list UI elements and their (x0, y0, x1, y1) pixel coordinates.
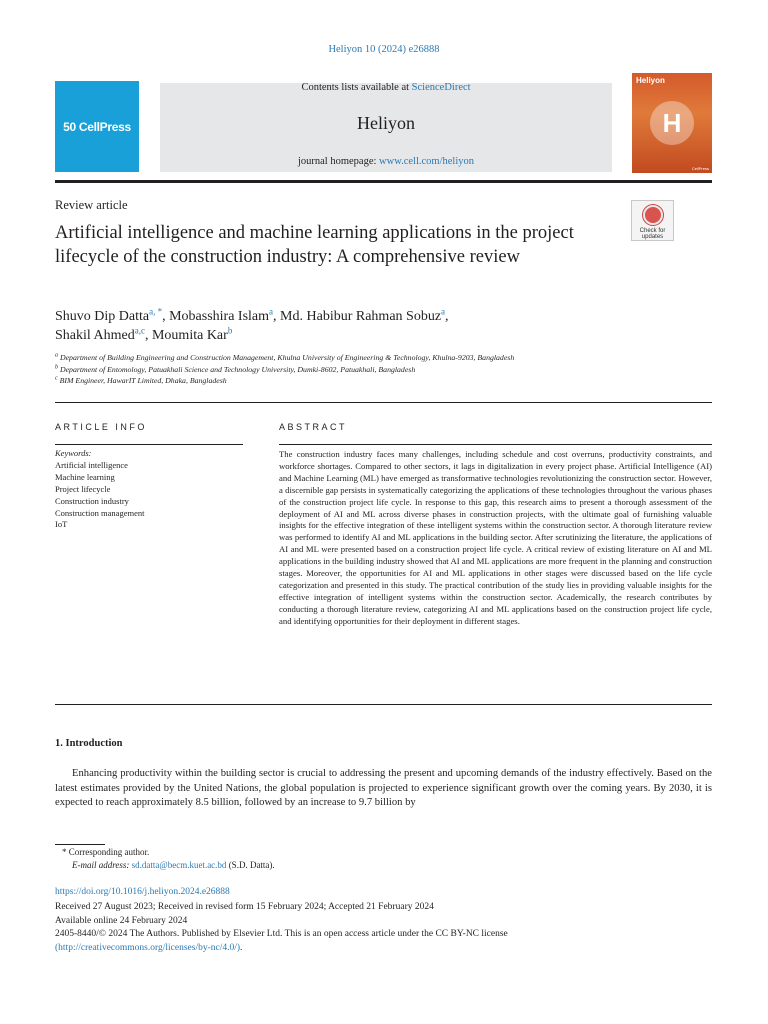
abstract-heading: ABSTRACT (279, 422, 348, 432)
doi-link[interactable]: https://doi.org/10.1016/j.heliyon.2024.e26888 (55, 887, 230, 897)
keyword-item: Construction industry (55, 495, 129, 506)
corresponding-author-note: * Corresponding author. (62, 847, 150, 857)
author-affiliation-mark[interactable]: b (227, 325, 233, 336)
affiliation-item (55, 352, 715, 364)
sciencedirect-link[interactable]: ScienceDirect (411, 82, 471, 93)
footnote-divider (55, 844, 105, 845)
author-affiliation-mark[interactable]: a,c (134, 325, 145, 336)
author-name[interactable]: Md. Habibur Rahman Sobuz (280, 309, 442, 324)
journal-cover-image[interactable] (632, 73, 712, 173)
keywords-block (55, 448, 245, 531)
footnote (62, 846, 275, 872)
email-line (62, 859, 275, 872)
author-affiliation-mark[interactable]: a, * (149, 306, 163, 317)
section-divider (55, 704, 712, 705)
introduction-heading: 1. Introduction (55, 738, 123, 749)
keyword-item: Project lifecycle (55, 483, 111, 494)
article-info-divider (55, 444, 243, 445)
contents-line (160, 82, 612, 93)
article-info-heading: ARTICLE INFO (55, 422, 147, 432)
author-affiliation-mark[interactable]: a (269, 306, 274, 317)
homepage-line (160, 156, 612, 167)
author-name[interactable]: Moumita Kar (151, 328, 228, 343)
author-separator: , (445, 309, 449, 324)
affiliation-text: Department of Building Engineering and Construction Management, Khulna University of Engineering & Technology, Khulna-9203, Bangladesh (59, 353, 515, 362)
keyword-item: Machine learning (55, 471, 115, 482)
affiliation-item (55, 364, 715, 376)
keyword-item: Artificial intelligence (55, 459, 128, 470)
header-divider (55, 180, 712, 183)
article-type: Review article (55, 198, 128, 212)
author-affiliation-mark[interactable]: a (441, 306, 446, 317)
author-name[interactable]: Mobasshira Islam (169, 309, 270, 324)
affiliation-text: Department of Entomology, Patuakhali Science and Technology University, Dumki-8602, Patuakhali, Bangladesh (59, 364, 416, 374)
available-online: Available online 24 February 2024 (55, 915, 188, 926)
section-divider (55, 402, 712, 403)
keywords-label: Keywords: (55, 448, 92, 458)
cellpress-logo[interactable] (55, 81, 139, 172)
abstract-text: The construction industry faces many challenges, including schedule and cost overruns, productivity constraints, and workforce shortages. Compared to other sectors, it lags in digitalization in every project phase. Artificial Intelligence (AI) and Machine Learning (ML) have emerged as transformative technologies revolutionizing the construction sector. However, a discernible gap persists in systematically categorizing the applications of these technologies throughout the various phases of the construction project life cycle. In response to this gap, this research aims to present a thorough assessment of the deployment of AI and ML across diverse phases in construction projects, with the ultimate goal of furnishing valuable insights for the effective integration of these intelligent systems within the construction sector. A thorough literature review was performed to identify AI and ML applications in the building sector. After scrutinizing the literature, the applications of AI and ML were presented based on a construction project life cycle. A critical review of existing literature on AI and ML applications in the building industry showed that AI and ML applications are more frequent in the planning and construction stages. Moreover, the opportunities for AI and ML applications in other stages were discussed based on the life cycle categorization and presented in this study. The practical contribution of the study lies in providing valuable insights for the effective integration of intelligent systems within the construction sector. Academically, the research contributes by conducting a thorough literature review, categorizing AI and ML applications based on the construction project life cycle, and identifying opportunities for their deployment in different stages. (279, 449, 712, 626)
contents-prefix: Contents lists available at (301, 82, 412, 93)
affiliation-mark: b (55, 364, 58, 371)
license-text: 2405-8440/© 2024 The Authors. Published by Elsevier Ltd. This is an open access article under the CC BY-NC license (55, 929, 508, 940)
cover-footer: CellPress (691, 166, 709, 171)
affiliation-mark: c (55, 375, 58, 382)
author-separator: , (144, 328, 152, 343)
email-suffix: (S.D. Datta). (226, 860, 275, 870)
author-name[interactable]: Shuvo Dip Datta (55, 309, 150, 324)
affiliation-text: BIM Engineer, HawarIT Limited, Dhaka, Bangladesh (59, 376, 227, 386)
affiliation-list (55, 352, 715, 387)
license-link[interactable]: (http://creativecommons.org/licenses/by-nc/4.0/) (55, 942, 241, 953)
email-label: E-mail address: (72, 860, 132, 870)
license-statement (55, 928, 712, 955)
homepage-prefix: journal homepage: (297, 156, 380, 167)
keyword-item: IoT (55, 519, 68, 530)
check-updates-label: Check for updates (639, 228, 666, 240)
check-for-updates-button[interactable] (631, 200, 674, 241)
author-separator: , (162, 309, 170, 324)
introduction-text: Enhancing productivity within the building sector is crucial to addressing the present and upcoming demands of the industry effectively. Based on the latest estimates provided by the United Nations, the global population is projected to experience significant growth over the coming years. By 2030, it is expected to reach approximately 8.5 billion, followed by an increase to 9.7 billion by (55, 768, 712, 809)
author-separator: , (273, 309, 281, 324)
affiliation-item (55, 375, 715, 387)
abstract-divider (279, 444, 712, 445)
author-name[interactable]: Shakil Ahmed (55, 328, 135, 343)
author-list (55, 307, 615, 345)
homepage-link[interactable]: www.cell.com/heliyon (379, 156, 475, 167)
email-link[interactable]: sd.datta@becm.kuet.ac.bd (131, 860, 227, 870)
journal-reference[interactable]: Heliyon 10 (2024) e26888 (328, 44, 440, 55)
keyword-item: Construction management (55, 507, 145, 518)
journal-name: Heliyon (357, 113, 415, 133)
cover-title: Heliyon (636, 76, 665, 85)
license-end: . (240, 942, 243, 953)
cellpress-logo-text: 50 CellPress (63, 119, 131, 134)
affiliation-mark: a (55, 352, 58, 359)
received-dates: Received 27 August 2023; Received in revised form 15 February 2024; Accepted 21 February 2024 (55, 902, 434, 912)
publication-history (55, 901, 712, 955)
cover-h-icon: H (650, 101, 694, 145)
article-title: Artificial intelligence and machine learning applications in the project lifecycle of the construction industry: A comprehensive review (55, 223, 574, 267)
bookmark-icon (643, 205, 663, 225)
